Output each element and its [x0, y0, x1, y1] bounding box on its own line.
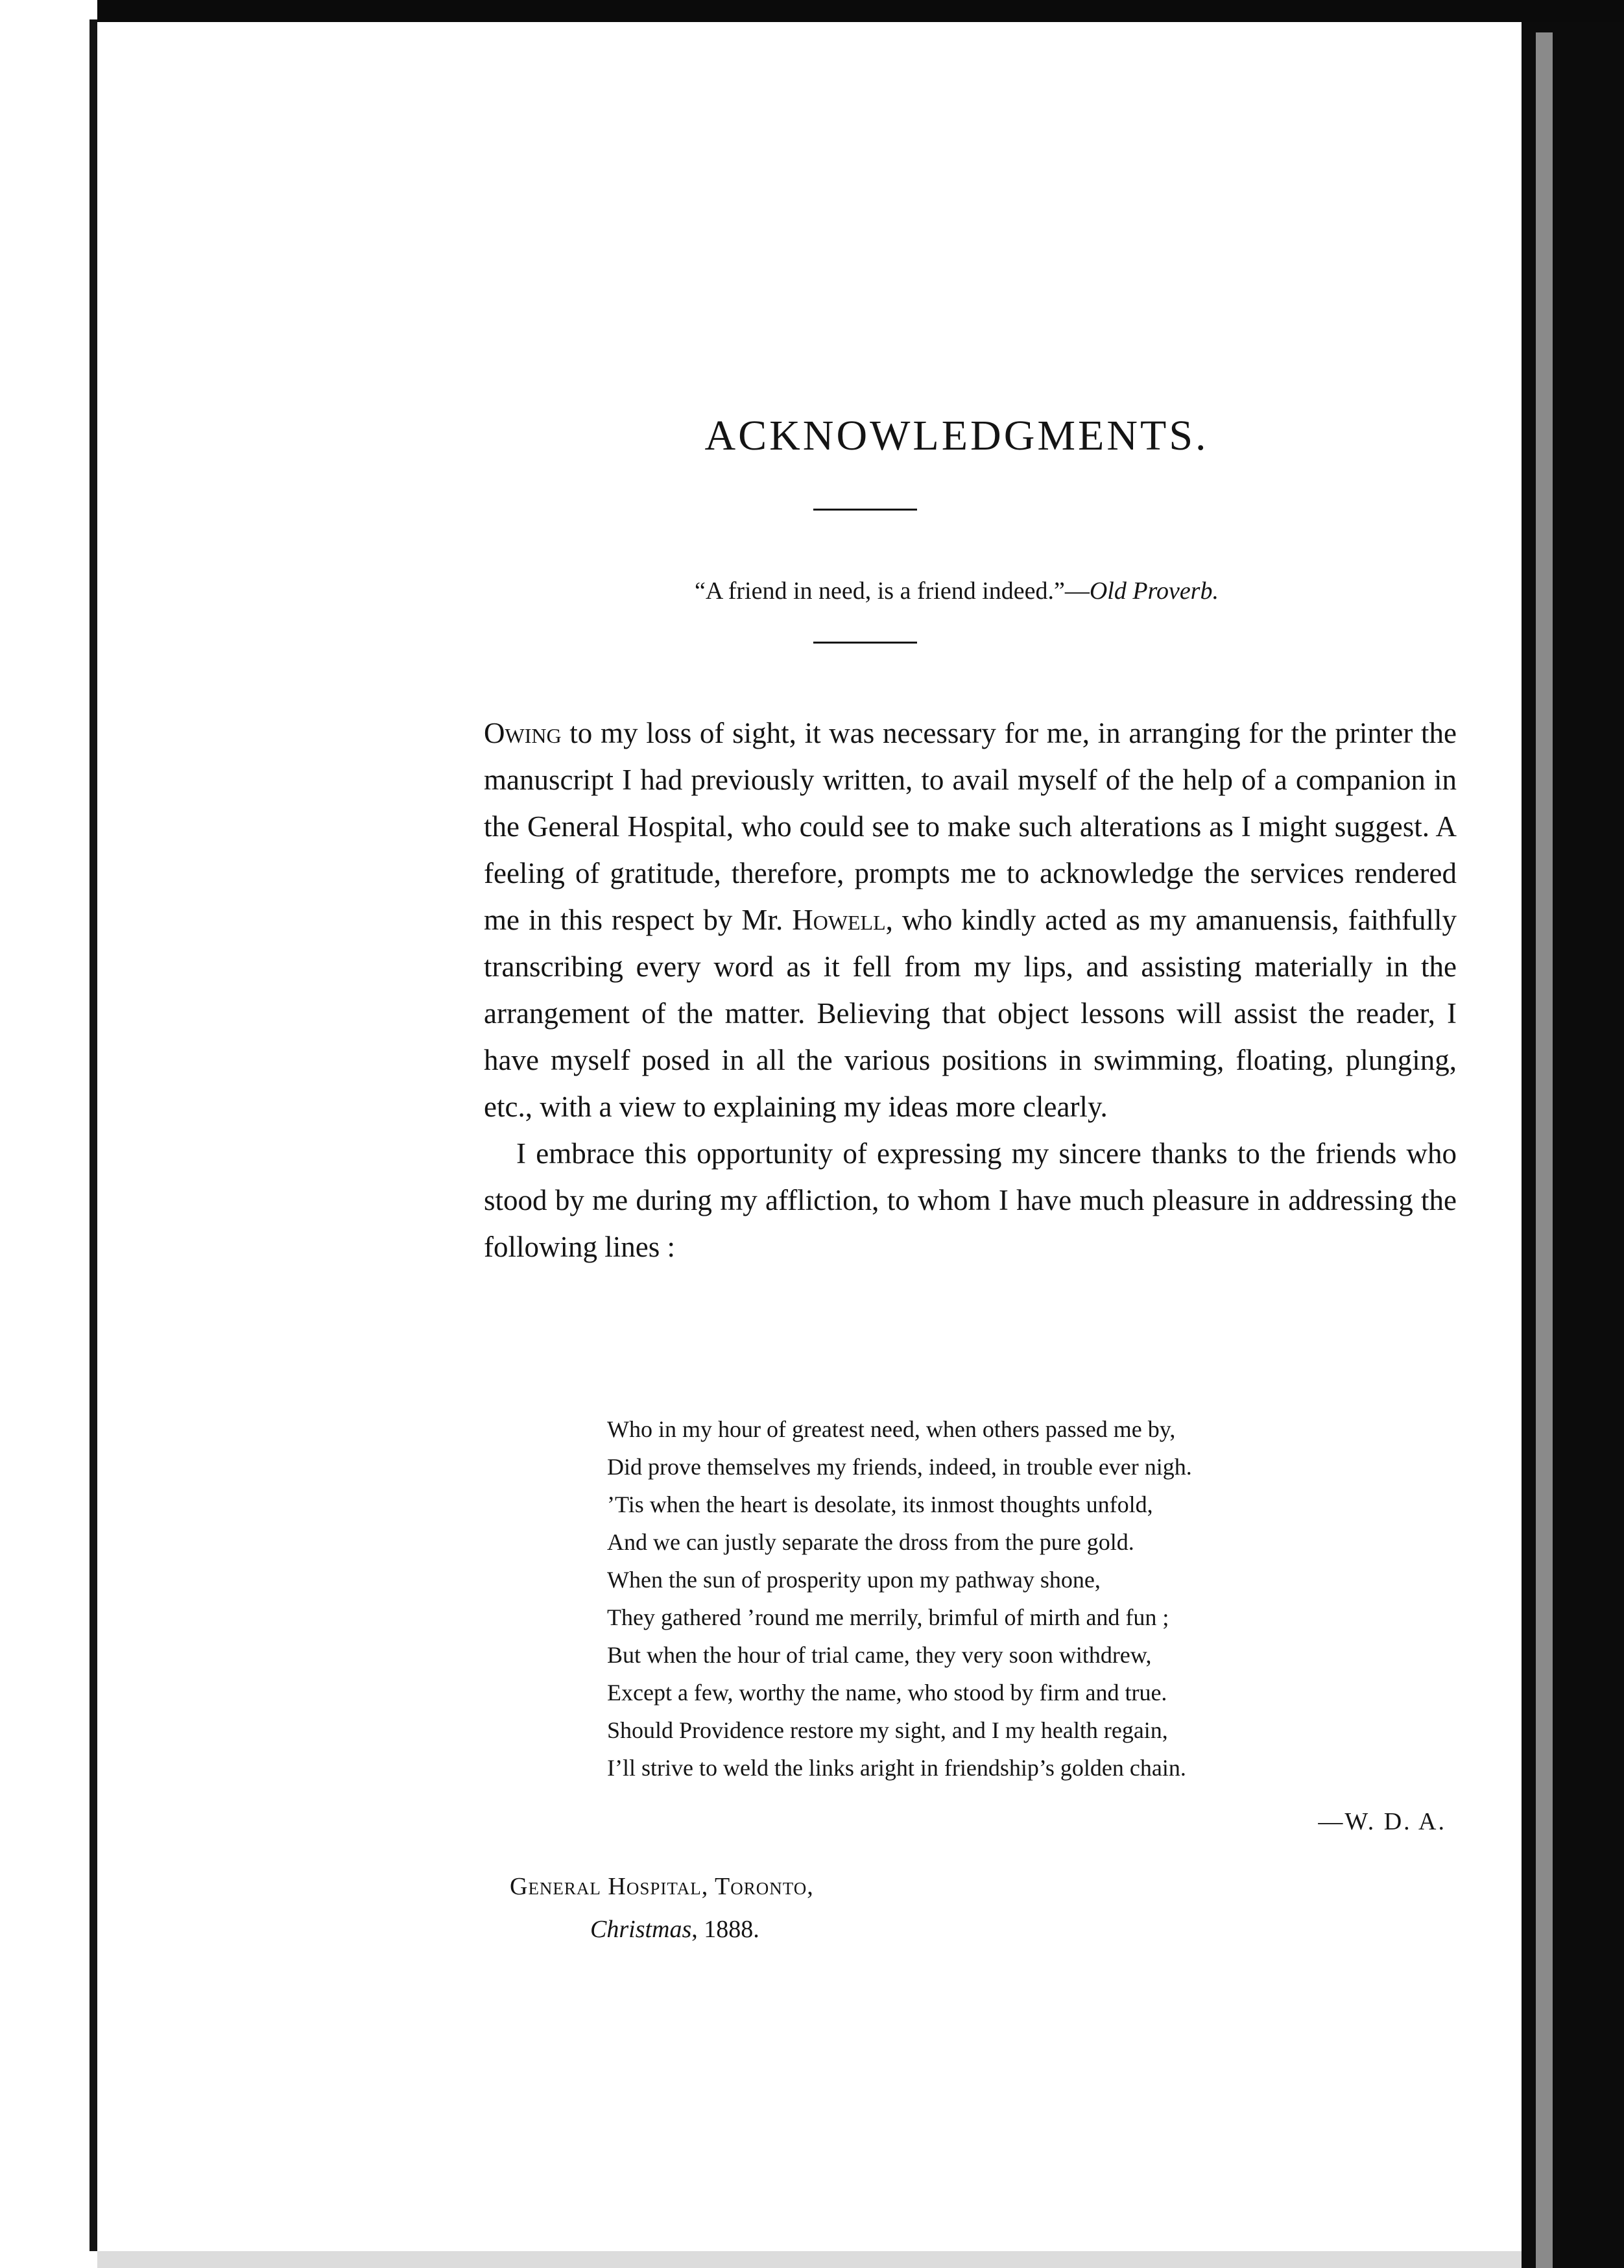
- date-year: , 1888.: [691, 1916, 759, 1943]
- poem-line: But when the hour of trial came, they very soon withdrew,: [607, 1642, 1152, 1668]
- epigraph-rule: [813, 642, 917, 644]
- poem-line: ’Tis when the heart is desolate, its inmost thoughts unfold,: [607, 1491, 1153, 1517]
- poem-line: Should Providence restore my sight, and I my health regain,: [607, 1717, 1168, 1743]
- paragraph-1-text-b: , who kindly acted as my amanuensis, faithfully transcribing every word as it fell from my lips, and assisting materially in the arrangement of the matter. Believing that object lessons will assist the reader, I have myself posed in all the various positions in swimming, floating, plunging, etc., with a view to explaining my ideas more clearly.: [484, 904, 1457, 1123]
- date-occasion: Christmas: [590, 1916, 692, 1943]
- document-page: [97, 22, 1522, 2251]
- scan-page-edge: [1536, 32, 1553, 2268]
- epigraph: [97, 577, 1624, 605]
- scan-margin-left: [0, 0, 97, 2268]
- page-title: ACKNOWLEDGMENTS.: [704, 412, 1209, 459]
- paragraph-2: I embrace this opportunity of expressing my sincere thanks to the friends who stood by me during my affliction, to whom I have much pleasure in addressing the following lines :: [484, 1137, 1457, 1263]
- title-rule: [813, 509, 917, 511]
- paragraph-1-lead: Owing: [484, 717, 562, 749]
- poem-signature: —W. D. A.: [1318, 1808, 1446, 1835]
- scan-border-bottom: [97, 2251, 1522, 2268]
- scan-border-left: [90, 19, 97, 2251]
- poem: [607, 1410, 1450, 1787]
- epigraph-source: Old Proverb.: [1089, 577, 1219, 605]
- poem-line: And we can justly separate the dross from the pure gold.: [607, 1529, 1134, 1555]
- poem-line: They gathered ’round me merrily, brimful of mirth and fun ;: [607, 1604, 1169, 1630]
- date-line: [590, 1915, 1174, 1944]
- epigraph-quote: “A friend in need, is a friend indeed.”—: [695, 577, 1090, 605]
- poem-line: I’ll strive to weld the links aright in friendship’s golden chain.: [607, 1755, 1186, 1781]
- acknowledgment-body: [484, 710, 1457, 1270]
- poem-line: When the sun of prosperity upon my pathway shone,: [607, 1567, 1101, 1593]
- poem-line: Did prove themselves my friends, indeed, in trouble ever nigh.: [607, 1454, 1192, 1480]
- poem-line: Except a few, worthy the name, who stood by firm and true.: [607, 1680, 1167, 1706]
- poem-line: Who in my hour of greatest need, when others passed me by,: [607, 1416, 1176, 1442]
- amanuensis-name: Howell: [792, 904, 886, 936]
- scan-border-top: [0, 0, 1624, 22]
- paragraph-1-text-a: to my loss of sight, it was necessary for me, in arranging for the printer the manuscript I had previously written, to avail myself of the help of a companion in the General Hospital, who could see to make such alterations as I might suggest. A feeling of gratitude, therefore, prompts me to acknowledge the services rendered me in this respect by Mr.: [484, 717, 1457, 936]
- place-line: General Hospital, Toronto,: [510, 1873, 814, 1900]
- paragraph-1: [484, 710, 1457, 1130]
